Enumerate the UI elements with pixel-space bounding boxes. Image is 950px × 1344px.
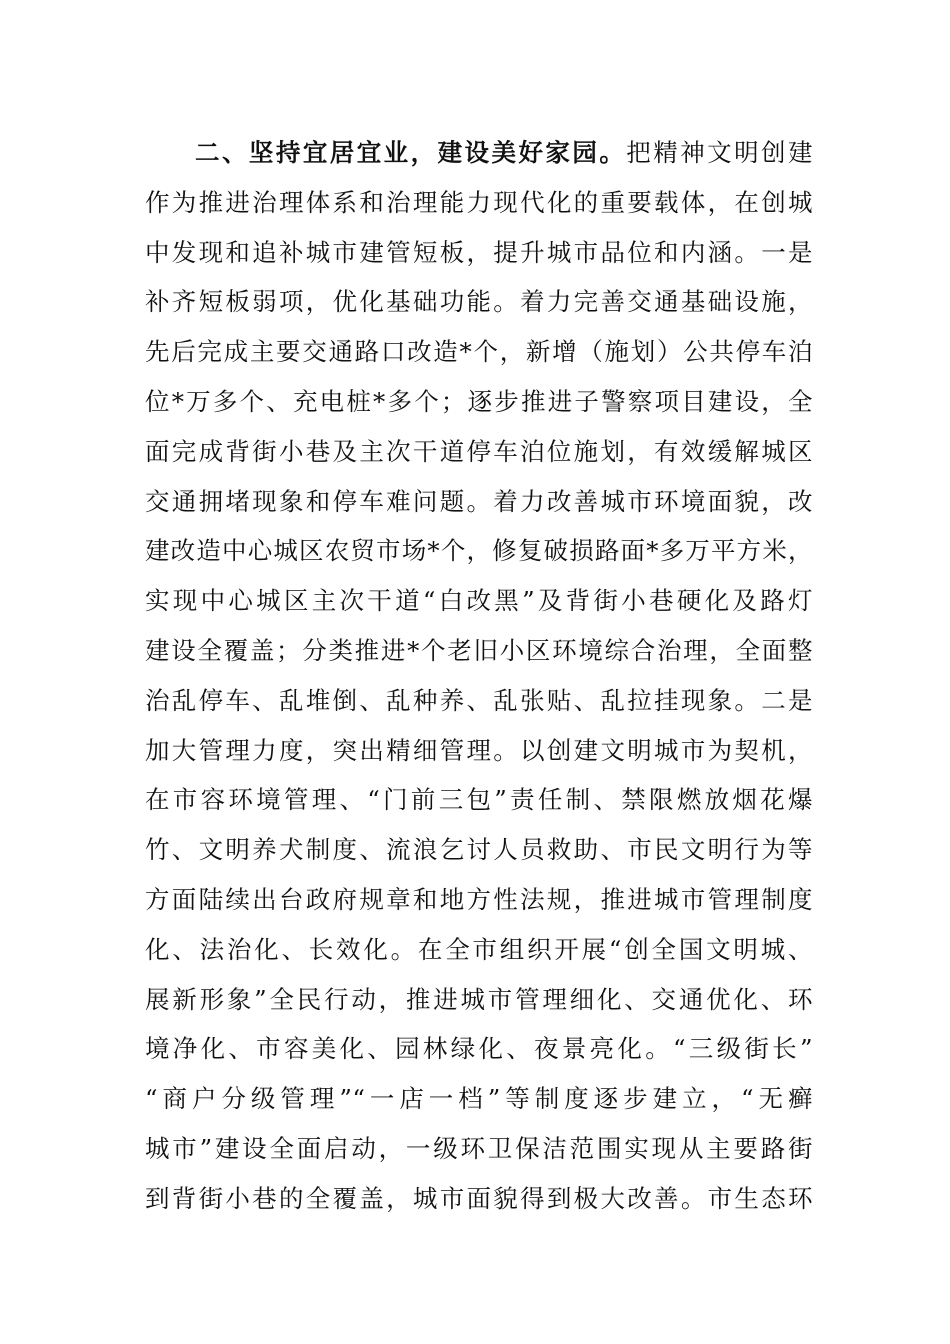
body-paragraph [145, 128, 813, 1224]
paragraph-line: 城市”建设全面启动，一级环卫保洁范围实现从主要路街 [145, 1133, 813, 1163]
paragraph-line: 建设全覆盖；分类推进*个老旧小区环境综合治理，全面整 [145, 635, 813, 665]
paragraph-line: 到背街小巷的全覆盖，城市面貌得到极大改善。市生态环 [145, 1183, 813, 1213]
paragraph-line: 建改造中心城区农贸市场*个，修复破损路面*多万平方米， [145, 536, 813, 566]
paragraph-line: 加大管理力度，突出精细管理。以创建文明城市为契机， [145, 735, 813, 765]
paragraph-line: 先后完成主要交通路口改造*个，新增（施划）公共停车泊 [145, 337, 813, 367]
paragraph-line: 补齐短板弱项，优化基础功能。着力完善交通基础设施， [145, 287, 813, 317]
paragraph-line: 交通拥堵现象和停车难问题。着力改善城市环境面貌，改 [145, 486, 813, 516]
paragraph-line: 实现中心城区主次干道“白改黑”及背街小巷硬化及路灯 [145, 586, 813, 616]
paragraph-line: 中发现和追补城市建管短板，提升城市品位和内涵。一是 [145, 237, 813, 267]
paragraph-line: 化、法治化、长效化。在全市组织开展“创全国文明城、 [145, 934, 813, 964]
section-heading: 二、坚持宜居宜业，建设美好家园。 [195, 138, 627, 167]
paragraph-line: 在市容环境管理、“门前三包”责任制、禁限燃放烟花爆 [145, 785, 813, 815]
paragraph-line: 展新形象”全民行动，推进城市管理细化、交通优化、环 [145, 984, 813, 1014]
paragraph-line: 面完成背街小巷及主次干道停车泊位施划，有效缓解城区 [145, 436, 813, 466]
paragraph-first-line [145, 128, 813, 178]
first-line-text: 把精神文明创建 [626, 138, 814, 167]
paragraph-line: 作为推进治理体系和治理能力现代化的重要载体，在创城 [145, 187, 813, 217]
paragraph-line: 方面陆续出台政府规章和地方性法规，推进城市管理制度 [145, 884, 813, 914]
paragraph-line: 治乱停车、乱堆倒、乱种养、乱张贴、乱拉挂现象。二是 [145, 685, 813, 715]
paragraph-line: 竹、文明养犬制度、流浪乞讨人员救助、市民文明行为等 [145, 835, 813, 865]
paragraph-line: 位*万多个、充电桩*多个；逐步推进子警察项目建设，全 [145, 386, 813, 416]
paragraph-line: “商户分级管理”“一店一档”等制度逐步建立，“无癣 [145, 1084, 813, 1114]
paragraph-line: 境净化、市容美化、园林绿化、夜景亮化。“三级街长” [145, 1034, 813, 1064]
